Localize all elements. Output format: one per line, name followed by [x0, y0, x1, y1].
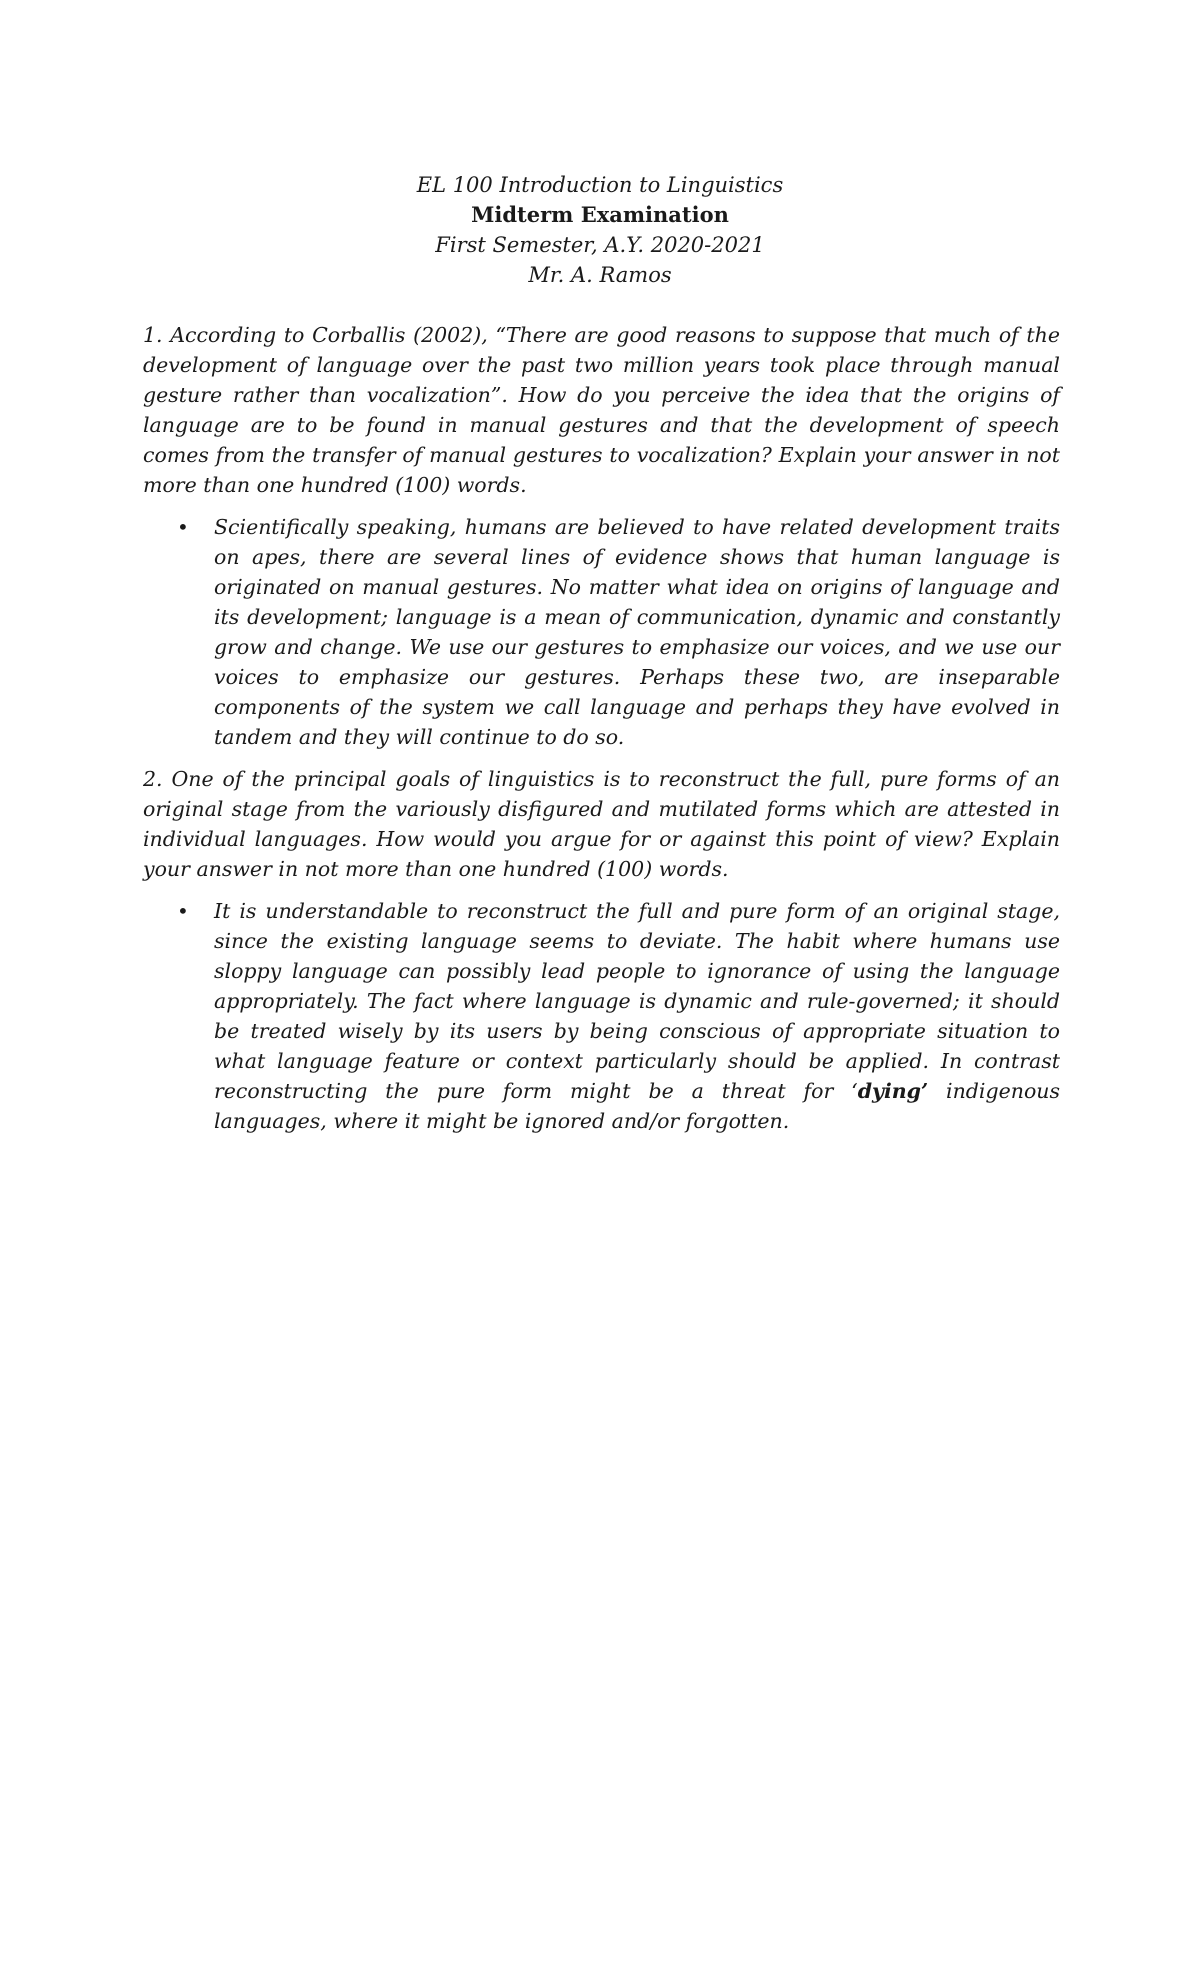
answer-2 [143, 896, 1060, 1136]
exam-header [0, 170, 1200, 290]
question-2: 2. One of the principal goals of linguistics is to reconstruct the full, pure forms of an original stage from the variously disfigured and mutilated forms which are attested in individual languages. How would you argue for or against this point of view? Explain your answer in not more than one hundred (100) words. [143, 767, 1060, 881]
exam-content [143, 320, 1060, 1148]
answer-list-1 [143, 512, 1060, 752]
semester-line: First Semester, A.Y. 2020-2021 [435, 233, 765, 257]
answer-1 [143, 512, 1060, 752]
answer-2-bold-word: dying’ [857, 1079, 929, 1103]
answer-list-2 [143, 896, 1060, 1136]
bullet-icon: • [177, 899, 189, 923]
answer-2-text-part2: indigenous languages, where it might be ignored and/or forgotten. [214, 1079, 1061, 1133]
answer-2-text-part1: It is understandable to reconstruct the full and pure form of an original stage, since the existing language seems to deviate. The habit where humans use sloppy language can possibly lead people to ignorance of using the language appropriately. The fact where language is dynamic and rule-governed; it should be treated wisely by its users by being conscious of appropriate situation to what language feature or context particularly should be applied. In contrast reconstructing the pure form might be a threat for ‘ [214, 899, 1060, 1103]
course-title: EL 100 Introduction to Linguistics [416, 173, 784, 197]
teacher-name: Mr. A. Ramos [528, 263, 672, 287]
exam-title: Midterm Examination [471, 202, 729, 227]
question-1: 1. According to Corballis (2002), “There are good reasons to suppose that much of the development of language over the past two million years took place through manual gesture rather than vocalization”. How do you perceive the idea that the origins of language are to be found in manual gestures and that the development of speech comes from the transfer of manual gestures to vocalization? Explain your answer in not more than one hundred (100) words. [143, 323, 1060, 497]
answer-1-text: Scientifically speaking, humans are believed to have related development traits on apes, there are several lines of evidence shows that human language is originated on manual gestures. No matter what idea on origins of language and its development; language is a mean of communication, dynamic and constantly grow and change. We use our gestures to emphasize our voices, and we use our voices to emphasize our gestures. Perhaps these two, are inseparable components of the system we call language and perhaps they have evolved in tandem and they will continue to do so. [214, 515, 1060, 749]
bullet-icon: • [177, 515, 189, 539]
